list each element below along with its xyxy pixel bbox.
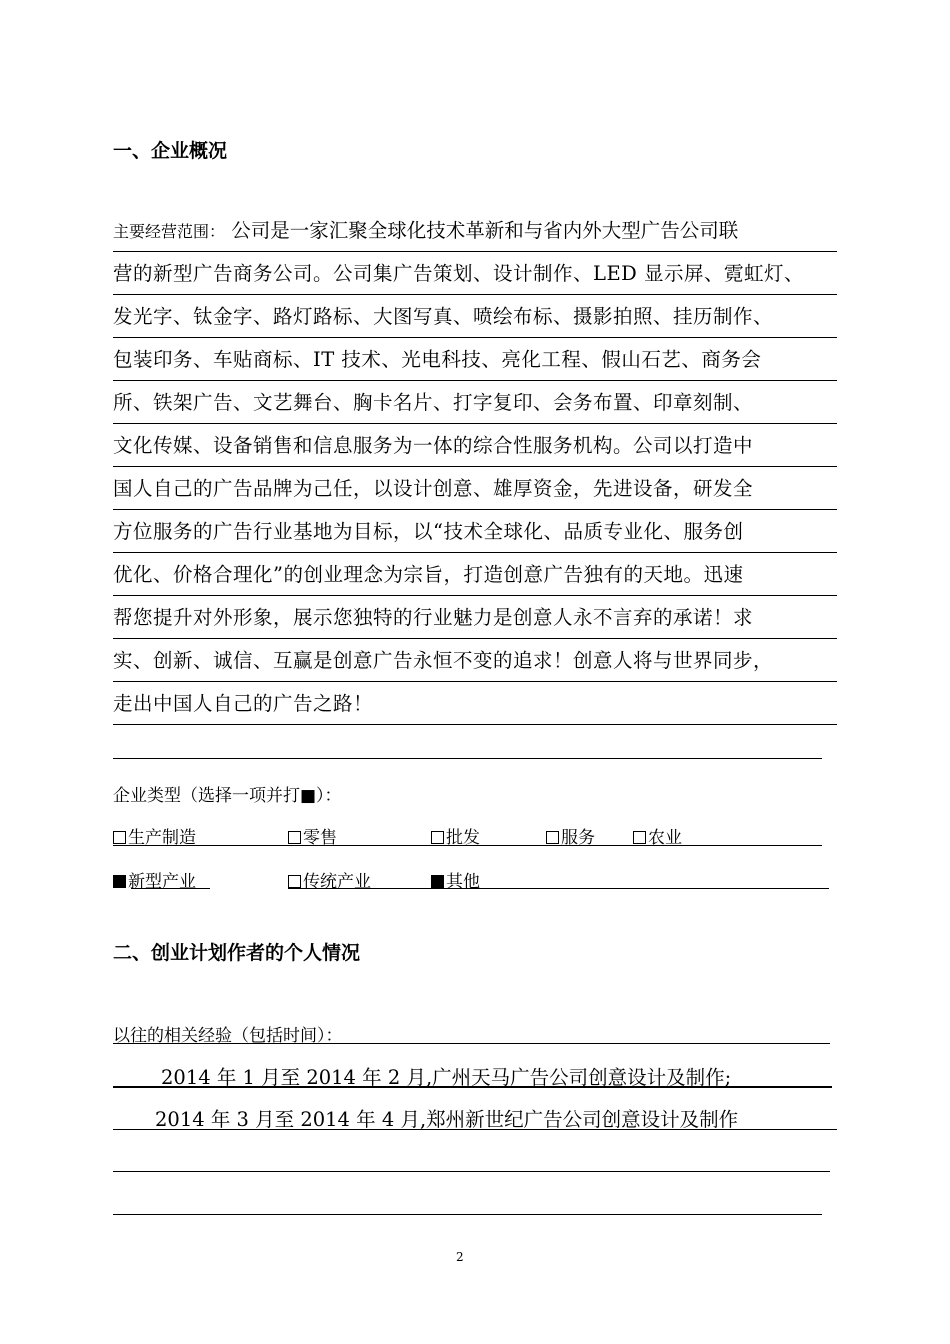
underline-segment <box>131 888 210 889</box>
checkbox-checked-icon[interactable] <box>113 875 126 888</box>
scope-line: 帮您提升对外形象，展示您独特的行业魅力是创意人永不言弃的承诺！求 <box>113 596 837 639</box>
blank-line <box>113 1171 830 1172</box>
checkbox-checked-icon[interactable] <box>431 875 444 888</box>
option-wholesale[interactable]: 批发 <box>431 823 480 848</box>
business-scope-label: 主要经营范围： <box>113 222 226 241</box>
scope-line: 所、铁架广告、文艺舞台、胸卡名片、打字复印、会务布置、印章刻制、 <box>113 381 837 424</box>
scope-line: 文化传媒、设备销售和信息服务为一体的综合性服务机构。公司以打造中 <box>113 424 837 467</box>
option-retail[interactable]: 零售 <box>288 823 337 848</box>
checkbox-empty-icon[interactable] <box>546 831 559 844</box>
scope-line: 实、创新、诚信、互赢是创意广告永恒不变的追求！创意人将与世界同步， <box>113 639 837 682</box>
option-new-industry[interactable]: 新型产业 <box>113 867 196 892</box>
checkbox-empty-icon[interactable] <box>288 831 301 844</box>
option-other[interactable]: 其他 <box>431 867 480 892</box>
checkbox-empty-icon[interactable] <box>633 831 646 844</box>
section2-title: 二、创业计划作者的个人情况 <box>113 942 361 964</box>
option-row1-underline <box>113 845 822 846</box>
experience-line-2-underline <box>113 1129 837 1130</box>
experience-entry-2: 2014 年 3 月至 2014 年 4 月,郑州新世纪广告公司创意设计及制作 <box>155 1108 739 1131</box>
scope-line: 包装印务、车贴商标、IT 技术、光电科技、亮化工程、假山石艺、商务会 <box>113 338 837 381</box>
scope-line: 走出中国人自己的广告之路！ <box>113 682 837 725</box>
checkbox-empty-icon[interactable] <box>288 875 301 888</box>
scope-line: 国人自己的广告品牌为己任，以设计创意、雄厚资金，先进设备，研发全 <box>113 467 837 510</box>
option-row2-underline <box>288 888 829 889</box>
blank-line <box>113 1214 822 1215</box>
page-number: 2 <box>456 1250 464 1264</box>
experience-line-1-underline <box>113 1086 832 1088</box>
checkbox-empty-icon[interactable] <box>431 831 444 844</box>
enterprise-type-label: 企业类型（选择一项并打■）： <box>113 786 342 806</box>
blank-line <box>113 758 822 759</box>
option-service[interactable]: 服务 <box>546 823 595 848</box>
section1-title: 一、企业概况 <box>113 140 228 162</box>
scope-line: 营的新型广告商务公司。公司集广告策划、设计制作、LED 显示屏、霓虹灯、 <box>113 252 837 295</box>
business-scope-paragraph <box>113 209 837 725</box>
option-manufacturing[interactable]: 生产制造 <box>113 823 196 848</box>
option-traditional-industry[interactable]: 传统产业 <box>288 867 371 892</box>
scope-line: 发光字、钛金字、路灯路标、大图写真、喷绘布标、摄影拍照、挂历制作、 <box>113 295 837 338</box>
scope-line-1: 主要经营范围： 公司是一家汇聚全球化技术革新和与省内外大型广告公司联 <box>113 209 837 252</box>
experience-entry-1: 2014 年 1 月至 2014 年 2 月,广州天马广告公司创意设计及制作; <box>161 1066 732 1089</box>
checkbox-empty-icon[interactable] <box>113 831 126 844</box>
experience-label: 以往的相关经验（包括时间）： <box>113 1026 343 1046</box>
experience-label-underline <box>113 1043 830 1044</box>
scope-line: 优化、价格合理化”的创业理念为宗旨，打造创意广告独有的天地。迅速 <box>113 553 837 596</box>
option-agriculture[interactable]: 农业 <box>633 823 682 848</box>
scope-line: 方位服务的广告行业基地为目标，以“技术全球化、品质专业化、服务创 <box>113 510 837 553</box>
